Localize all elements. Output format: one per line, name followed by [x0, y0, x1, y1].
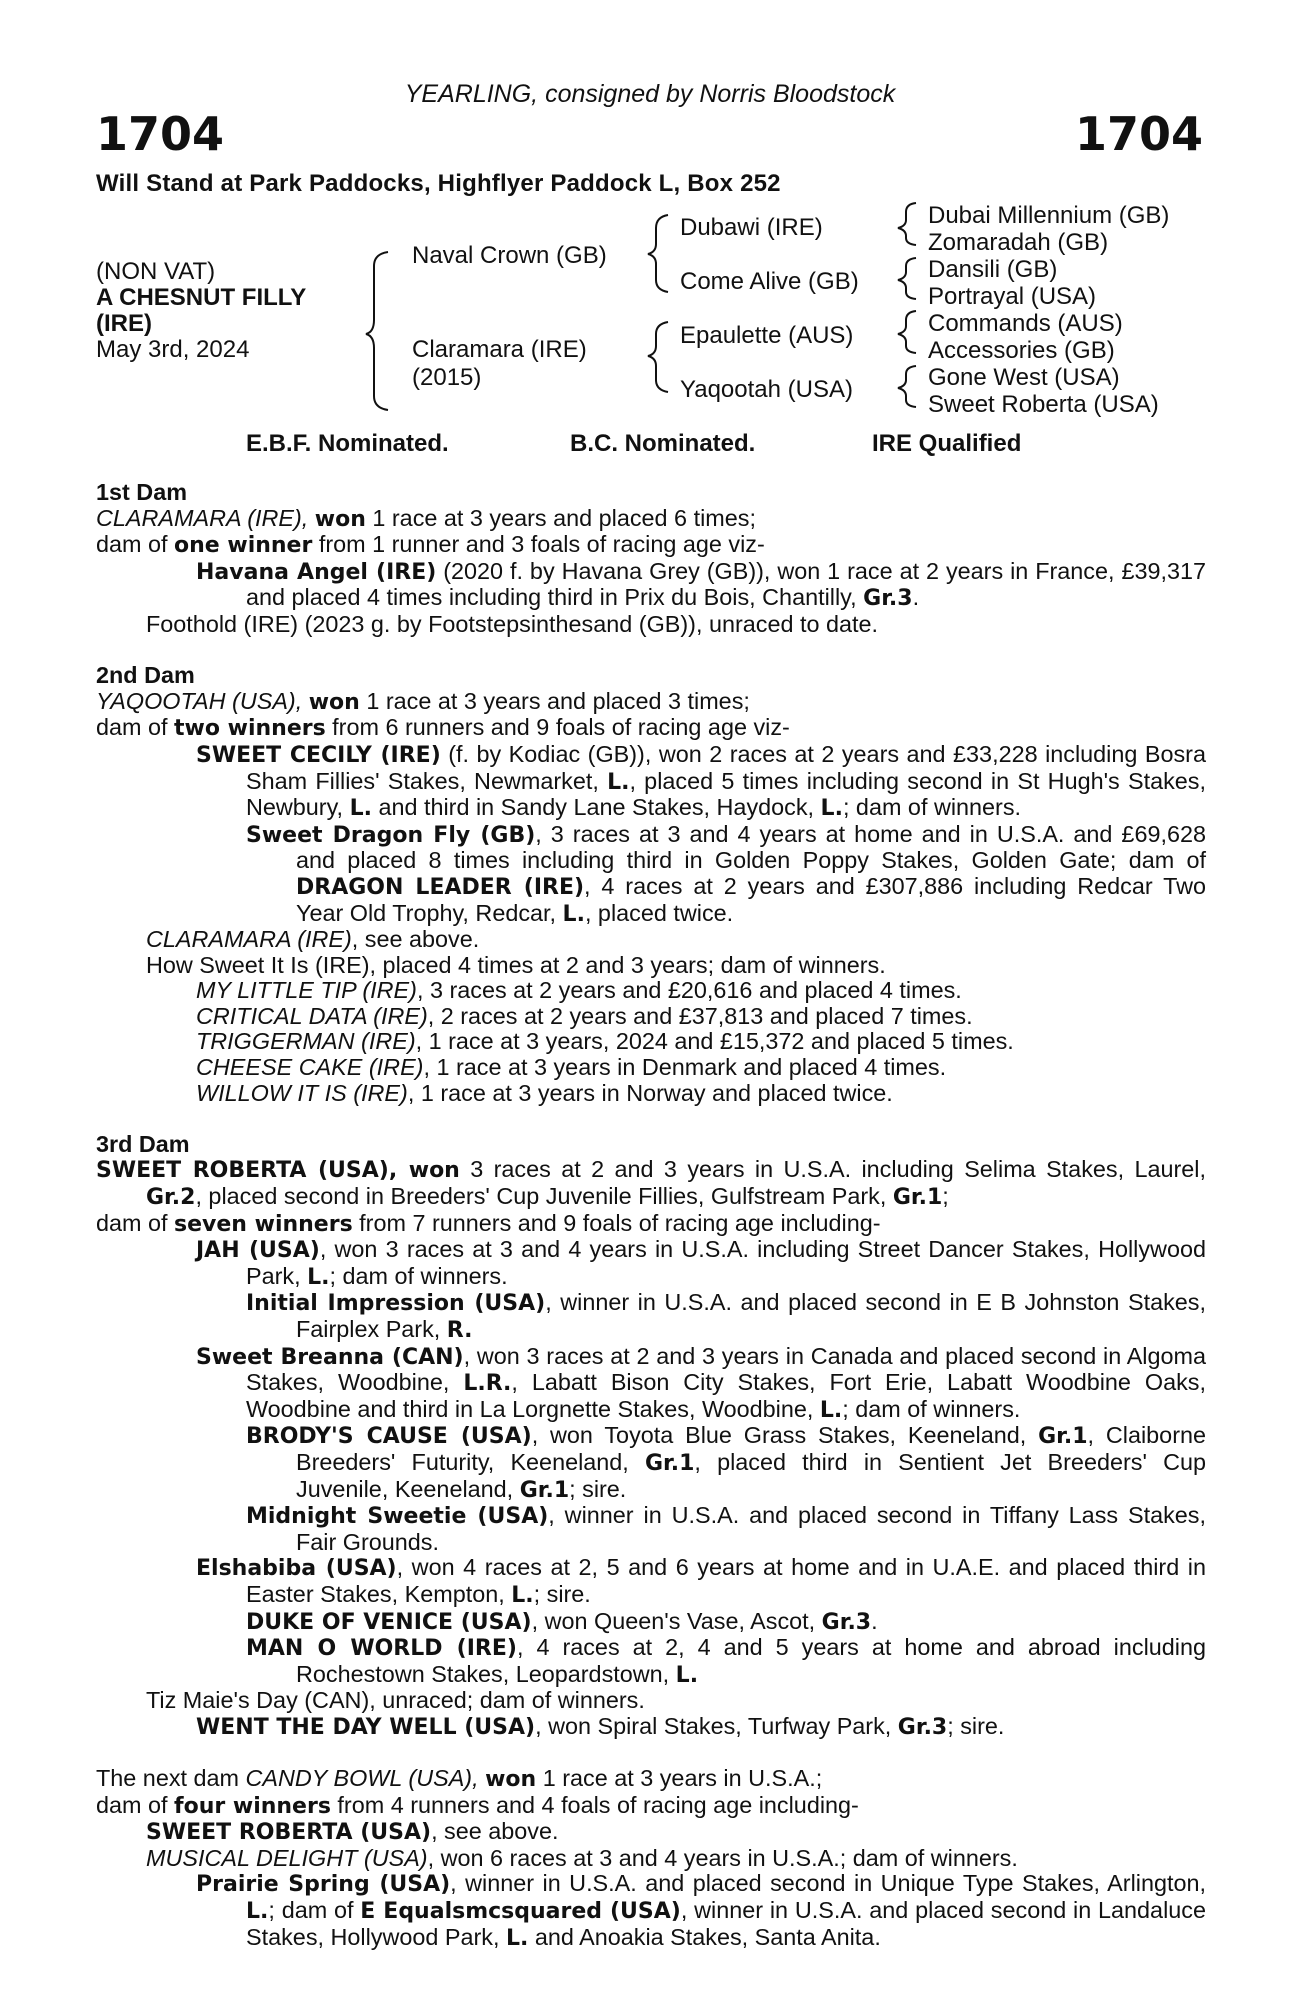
third-dam-foal-sweet-breanna: Sweet Breanna (CAN), won 3 races at 2 and 3 years in Canada and placed second in Algoma Stakes, Woodbine, L.R., Labatt Bison City Stakes, Fort Erie, Labatt Woodbine Oaks, Woodbine and third in La Lorgnette Stakes, Woodbine, L.; dam of winners. — [196, 1342, 1207, 1423]
first-dam-record: CLARAMARA (IRE), won 1 race at 3 years and placed 6 times; — [96, 504, 756, 532]
pedigree-dam-sire: Epaulette (AUS) — [680, 322, 854, 349]
pedigree-dam-dam: Yaqootah (USA) — [680, 376, 853, 403]
third-dam-grandfoal-midnight-sweetie: Midnight Sweetie (USA), winner in U.S.A. and placed second in Tiffany Lass Stakes, Fair Grounds. — [246, 1502, 1206, 1555]
pedigree-dsd: Accessories (GB) — [928, 337, 1115, 364]
brace-dam — [648, 322, 668, 392]
pedigree-dam: Claramara (IRE) — [412, 336, 587, 363]
next-dam-record: The next dam CANDY BOWL (USA), won 1 race at 3 years in U.S.A.; — [96, 1765, 823, 1793]
third-dam-grandfoal-duke-of-venice: DUKE OF VENICE (USA), won Queen's Vase, Ascot, Gr.3. — [246, 1607, 878, 1635]
pedigree-sire: Naval Crown (GB) — [412, 242, 607, 269]
third-dam-grandfoal-man-o-world: MAN O WORLD (IRE), 4 races at 2, 4 and 5 years at home and abroad including Rochestown Stakes, Leopardstown, L. — [246, 1634, 1207, 1688]
stand-location: Will Stand at Park Paddocks, Highflyer Paddock L, Box 252 — [96, 170, 781, 197]
brace-sd — [898, 258, 916, 299]
second-dam-grandfoal-willow-it-is: WILLOW IT IS (IRE), 1 race at 3 years in Norway and placed twice. — [196, 1079, 893, 1106]
third-dam-record: SWEET ROBERTA (USA), won 3 races at 2 and 3 years in U.S.A. including Selima Stakes, Laurel, Gr.2, placed second in Breeders' Cup Juvenile Fillies, Gulfstream Park, Gr.1; — [96, 1156, 1206, 1211]
pedigree-sire-dam: Come Alive (GB) — [680, 268, 859, 295]
ebf-nominated: E.B.F. Nominated. — [246, 430, 449, 457]
lot-number-right: 1704 — [1074, 107, 1203, 161]
next-dam-foal-sweet-roberta: SWEET ROBERTA (USA), see above. — [146, 1818, 559, 1846]
bc-nominated: B.C. Nominated. — [570, 430, 756, 457]
second-dam-foal-claramara: CLARAMARA (IRE), see above. — [146, 926, 480, 953]
second-dam-foal-sweet-cecily: SWEET CECILY (IRE) (f. by Kodiac (GB)), won 2 races at 2 years and £33,228 including Bosra Sham Fillies' Stakes, Newmarket, L., placed 5 times including second in St Hugh's Stakes, Newbury, L. and third in Sandy Lane Stakes, Haydock, L.; dam of winners. — [196, 740, 1206, 822]
third-dam-foal-tiz-maies-day: Tiz Maie's Day (CAN), unraced; dam of winners. — [146, 1687, 645, 1714]
pedigree-dam-year: (2015) — [412, 364, 482, 391]
second-dam-produce: dam of two winners from 6 runners and 9 foals of racing age viz- — [96, 714, 790, 742]
brace-ss — [898, 203, 916, 245]
pedigree-ddd: Sweet Roberta (USA) — [928, 391, 1159, 418]
brace-ds — [898, 311, 916, 353]
pedigree-ssd: Zomaradah (GB) — [928, 229, 1109, 256]
catalogue-body — [96, 480, 1206, 1951]
second-dam-grandfoal-triggerman: TRIGGERMAN (IRE), 1 race at 3 years, 2024 and £15,372 and placed 5 times. — [196, 1028, 1014, 1055]
lot-number-left: 1704 — [96, 107, 225, 161]
ire-qualified: IRE Qualified — [872, 430, 1022, 457]
brace-dd — [898, 366, 916, 407]
pedigree-sss: Dubai Millennium (GB) — [928, 202, 1170, 229]
third-dam-grandfoal-brodys-cause: BRODY'S CAUSE (USA), won Toyota Blue Grass Stakes, Keeneland, Gr.1, Claiborne Breeders' Futurity, Keeneland, Gr.1, placed third in Sentient Jet Breeders' Cup Juvenile, Keeneland, Gr.1; sire. — [246, 1422, 1206, 1503]
second-dam-grandfoal-cheese-cake: CHEESE CAKE (IRE), 1 race at 3 years in Denmark and placed 4 times. — [196, 1054, 947, 1081]
pedigree-sdd: Portrayal (USA) — [928, 283, 1097, 310]
second-dam-record: YAQOOTAH (USA), won 1 race at 3 years and placed 3 times; — [96, 687, 750, 715]
pedigree-sire-sire: Dubawi (IRE) — [680, 214, 823, 241]
second-dam-grandfoal-sweet-dragon-fly: Sweet Dragon Fly (GB), 3 races at 3 and 4 years at home and in U.S.A. and £69,628 and placed 8 times including third in Golden Poppy Stakes, Golden Gate; dam of DRAGON LEADER (IRE), 4 races at 2 years and £307,886 including Redcar Two Year Old Trophy, Redcar, L., placed twice. — [246, 820, 1206, 927]
next-dam-foal-musical-delight: MUSICAL DELIGHT (USA), won 6 races at 3 and 4 years in U.S.A.; dam of winners. — [146, 1844, 1018, 1871]
brace-sire — [648, 215, 668, 292]
brace-main — [366, 252, 388, 410]
third-dam-grandfoal-initial-impression: Initial Impression (USA), winner in U.S.A. and placed second in E B Johnston Stakes, Fairplex Park, R. — [246, 1289, 1206, 1343]
horse-name-line1: A CHESNUT FILLY — [96, 284, 307, 311]
first-dam-foal-2: Foothold (IRE) (2023 g. by Footstepsinthesand (GB)), unraced to date. — [146, 610, 878, 637]
first-dam-heading: 1st Dam — [96, 479, 188, 505]
vat-status: (NON VAT) — [96, 258, 216, 285]
second-dam-heading: 2nd Dam — [96, 662, 195, 689]
pedigree-sds: Dansili (GB) — [928, 256, 1058, 283]
third-dam-foal-elshabiba: Elshabiba (USA), won 4 races at 2, 5 and 6 years at home and in U.A.E. and placed third in Easter Stakes, Kempton, L.; sire. — [196, 1554, 1206, 1608]
pedigree-dds: Gone West (USA) — [928, 364, 1120, 391]
first-dam-produce: dam of one winner from 1 runner and 3 foals of racing age viz- — [96, 531, 765, 559]
third-dam-produce: dam of seven winners from 7 runners and 9 foals of racing age including- — [96, 1209, 881, 1237]
third-dam-foal-jah: JAH (USA), won 3 races at 3 and 4 years in U.S.A. including Street Dancer Stakes, Hollywood Park, L.; dam of winners. — [196, 1236, 1206, 1290]
third-dam-grandfoal-went-the-day-well: WENT THE DAY WELL (USA), won Spiral Stakes, Turfway Park, Gr.3; sire. — [196, 1712, 1005, 1740]
catalogue-subtitle: YEARLING, consigned by Norris Bloodstock — [404, 80, 896, 108]
first-dam-foal-1: Havana Angel (IRE) (2020 f. by Havana Grey (GB)), won 1 race at 2 years in France, £39,317 and placed 4 times including third in Prix du Bois, Chantilly, Gr.3. — [196, 557, 1206, 612]
next-dam-produce: dam of four winners from 4 runners and 4 foals of racing age including- — [96, 1791, 859, 1819]
next-dam-grandfoal-prairie-spring: Prairie Spring (USA), winner in U.S.A. and placed second in Unique Type Stakes, Arlington, L.; dam of E Equalsmcsquared (USA), winner in U.S.A. and placed second in Landaluce Stakes, Hollywood Park, L. and Anoakia Stakes, Santa Anita. — [196, 1870, 1206, 1951]
pedigree-dss: Commands (AUS) — [928, 310, 1123, 337]
second-dam-grandfoal-my-little-tip: MY LITTLE TIP (IRE), 3 races at 2 years and £20,616 and placed 4 times. — [196, 977, 962, 1004]
third-dam-heading: 3rd Dam — [96, 1130, 190, 1157]
second-dam-grandfoal-critical-data: CRITICAL DATA (IRE), 2 races at 2 years and £37,813 and placed 7 times. — [196, 1002, 973, 1029]
second-dam-foal-how-sweet: How Sweet It Is (IRE), placed 4 times at 2 and 3 years; dam of winners. — [146, 951, 886, 978]
foaling-date: May 3rd, 2024 — [96, 336, 250, 363]
horse-name-line2: (IRE) — [96, 310, 152, 337]
